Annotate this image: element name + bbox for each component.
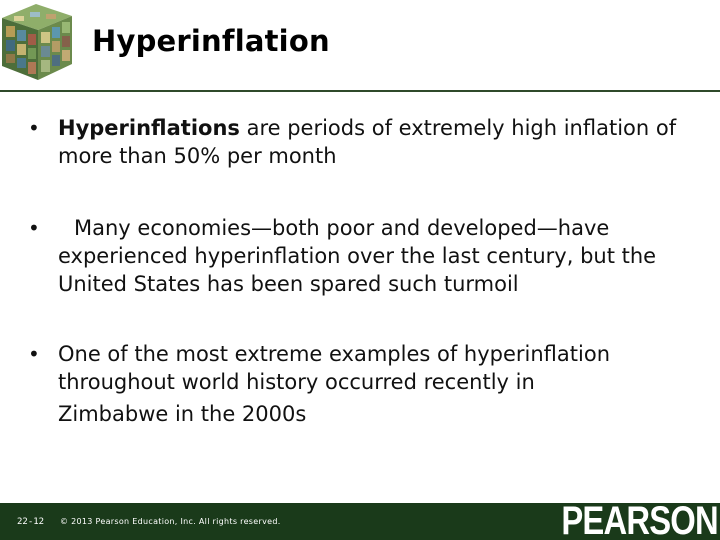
bullet-text: One of the most extreme examples of hyperinflation throughout world history occurred recently in — [58, 342, 611, 394]
bullet-bold-term: Hyperinflations — [58, 116, 240, 140]
page-number: 22-12 — [17, 517, 45, 527]
copyright-notice: © 2013 Pearson Education, Inc. All rights reserved. — [60, 517, 281, 526]
bullet-marker: • — [28, 116, 40, 140]
bullet-item-many-economies — [28, 214, 708, 298]
pearson-logo: PEARSON — [561, 499, 718, 540]
bullet-marker: • — [28, 216, 40, 240]
bullet-text: Many economies—both poor and developed—have experienced hyperinflation over the last century, but the United States has been spared such turmoil — [58, 216, 657, 296]
bullet-item-hyperinflations — [28, 114, 708, 170]
bullet-marker: • — [28, 342, 40, 366]
bullet-text-continued: Zimbabwe in the 2000s — [58, 402, 307, 426]
bullet-item-zimbabwe — [28, 340, 708, 428]
slide-title: Hyperinflation — [92, 24, 330, 58]
bullet-list — [28, 114, 708, 426]
slide-footer — [0, 499, 720, 540]
title-divider — [0, 90, 720, 92]
bullet-text: are periods of extremely high inflation of more than 50% per month — [58, 116, 677, 168]
cube-logo-icon — [0, 0, 74, 82]
